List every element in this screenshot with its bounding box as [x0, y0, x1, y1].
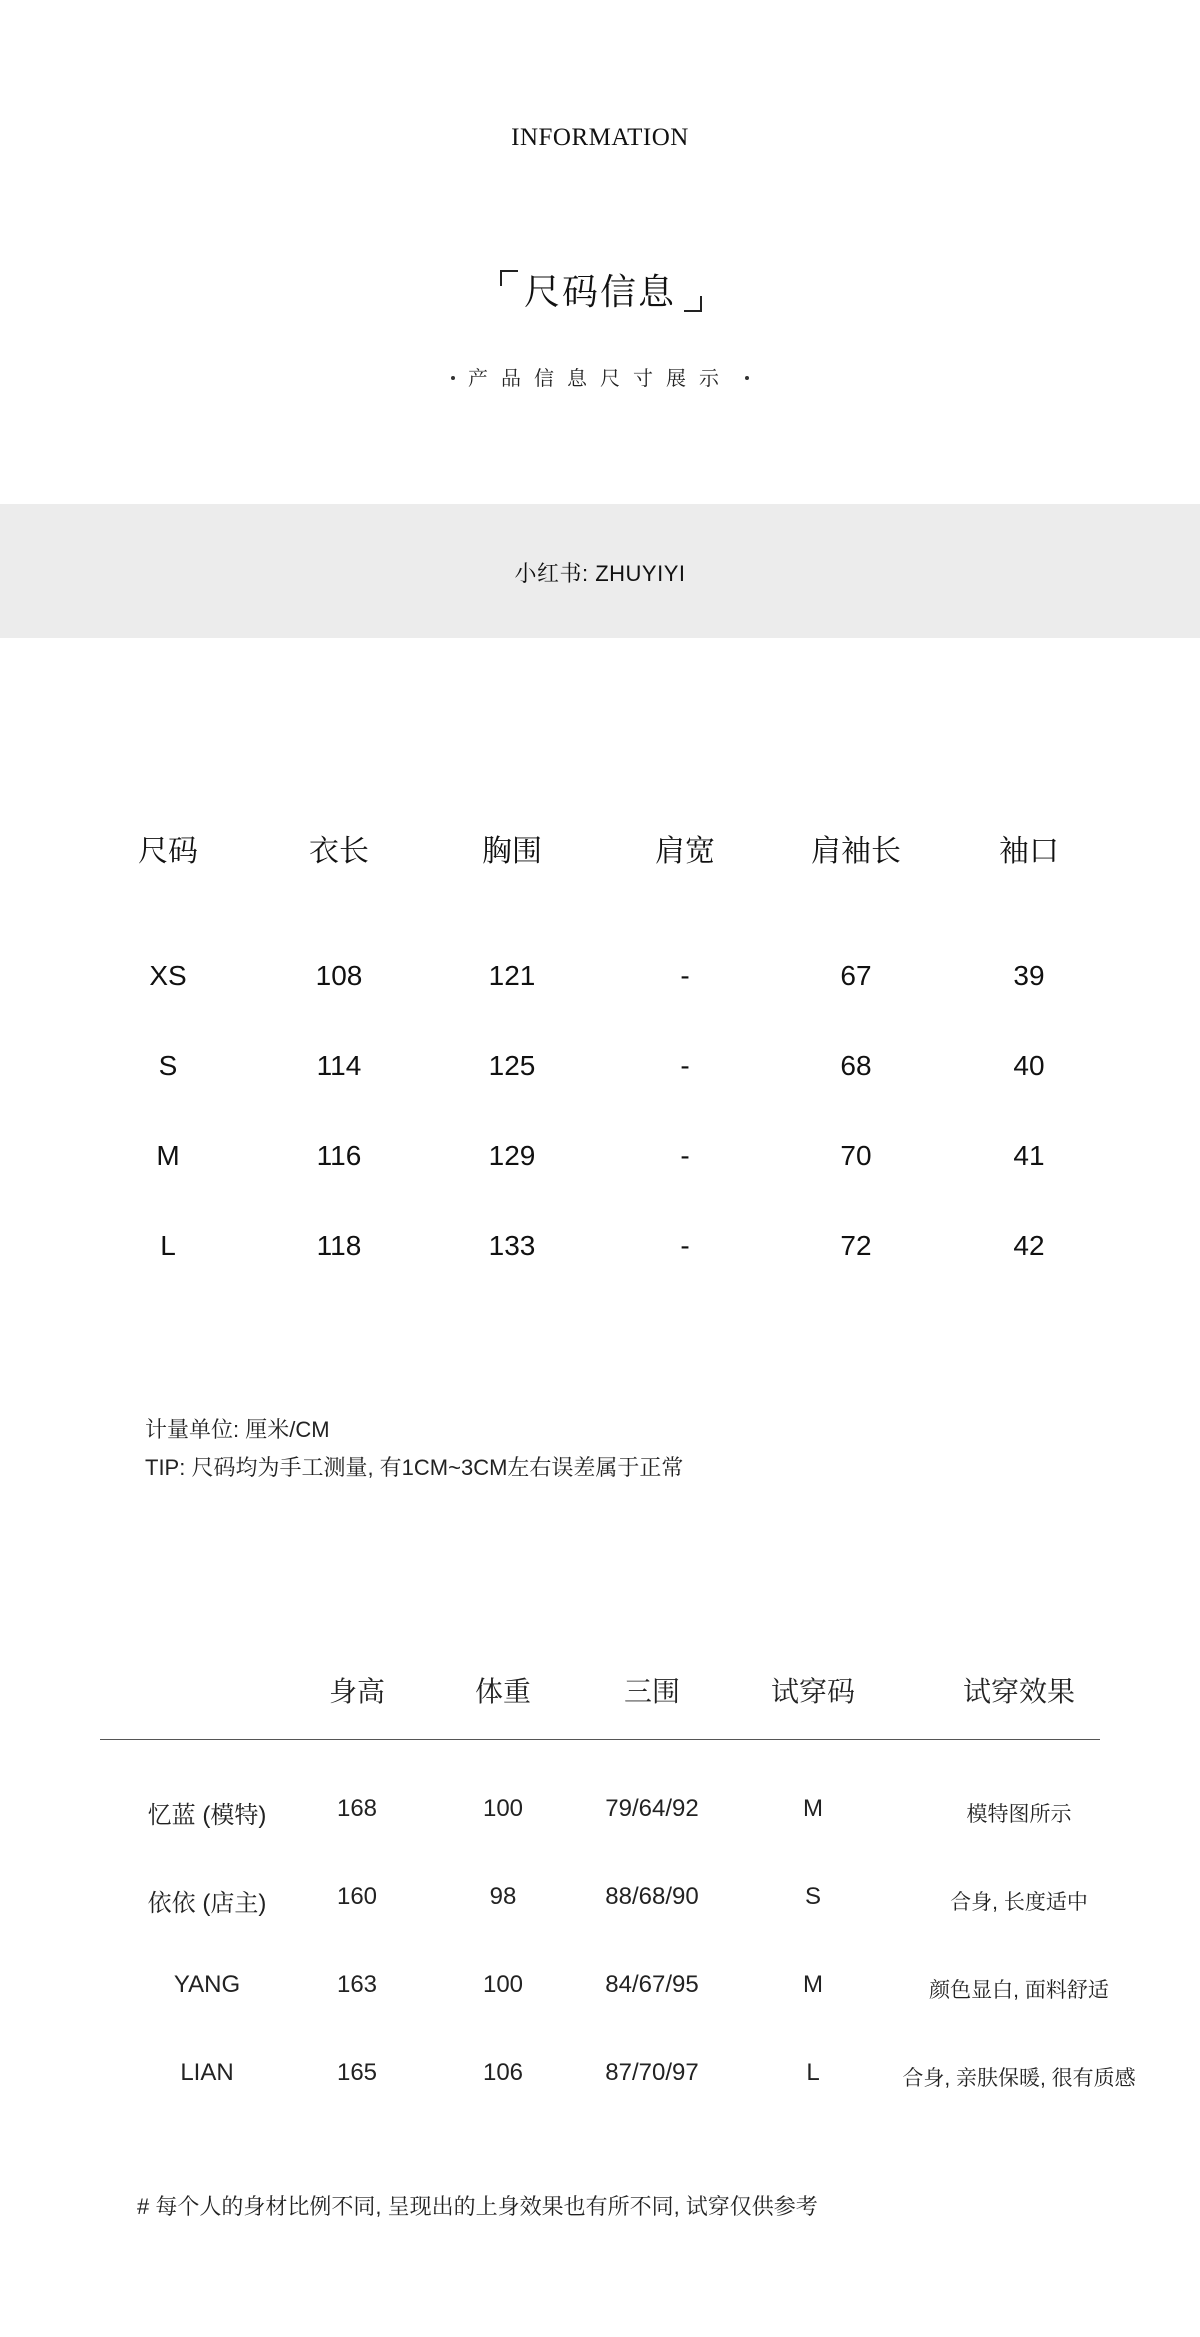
fit-cell-height: 163 [336, 1971, 378, 1998]
fit-cell-weight: 98 [489, 1883, 517, 1910]
fit-cell-measurements: 79/64/92 [605, 1795, 699, 1822]
page-title: 尺码信息 [523, 271, 676, 312]
size-cell-sleeve: 67 [840, 960, 872, 991]
fit-cell-name: LIAN [180, 2059, 234, 2086]
fit-cell-name: YANG [173, 1971, 241, 1998]
size-header-length: 衣长 [309, 835, 369, 868]
size-cell-length: 118 [316, 1230, 362, 1261]
fit-header-weight: 体重 [474, 1676, 532, 1707]
fit-cell-tried-size: M [803, 1971, 823, 1998]
size-cell-shoulder: - [680, 1230, 690, 1261]
fit-cell-effect: 颜色显白, 面料舒适 [929, 1979, 1109, 2002]
size-cell-cuff: 40 [1013, 1050, 1045, 1081]
fit-cell-tried-size: L [806, 2059, 820, 2086]
fit-cell-tried-size: M [803, 1795, 823, 1822]
fit-cell-effect: 模特图所示 [966, 1803, 1072, 1826]
fit-cell-name: 忆蓝 (模特) [147, 1802, 267, 1829]
size-cell-size: L [160, 1230, 176, 1261]
size-cell-sleeve: 68 [840, 1050, 872, 1081]
size-cell-cuff: 39 [1013, 960, 1045, 991]
tip-note: TIP: 尺码均为手工测量, 有1CM~3CM左右误差属于正常 [145, 1455, 684, 1480]
banner-text: 小红书: ZHUYIYI [514, 561, 686, 586]
size-cell-bust: 125 [488, 1050, 536, 1081]
fit-cell-effect: 合身, 亲肤保暖, 很有质感 [902, 2067, 1136, 2090]
fit-cell-measurements: 88/68/90 [605, 1883, 699, 1910]
size-cell-bust: 129 [488, 1140, 536, 1171]
size-cell-cuff: 42 [1013, 1230, 1045, 1261]
fit-cell-name: 依依 (店主) [147, 1890, 267, 1917]
size-cell-sleeve: 72 [840, 1230, 872, 1261]
fit-table-divider [100, 1739, 1100, 1740]
fit-cell-effect: 合身, 长度适中 [950, 1891, 1088, 1914]
size-header-bust: 胸围 [482, 835, 542, 868]
fit-cell-height: 160 [336, 1883, 378, 1910]
size-cell-shoulder: - [680, 1140, 690, 1171]
page-title-wrap [0, 262, 1200, 322]
fit-cell-measurements: 84/67/95 [605, 1971, 699, 1998]
size-header-size: 尺码 [138, 835, 198, 868]
size-header-shoulder: 肩宽 [655, 835, 715, 868]
fit-cell-measurements: 87/70/97 [605, 2059, 699, 2086]
page-subtitle: 产品信息尺寸展示 [468, 368, 732, 390]
unit-note: 计量单位: 厘米/CM [145, 1417, 330, 1442]
size-header-cuff: 袖口 [999, 835, 1059, 868]
size-cell-cuff: 41 [1013, 1140, 1045, 1171]
title-bracket-right [684, 296, 702, 312]
info-label: INFORMATION [511, 124, 689, 151]
size-cell-shoulder: - [680, 1050, 690, 1081]
fit-header-measurements: 三围 [623, 1676, 681, 1707]
fit-cell-height: 165 [336, 2059, 378, 2086]
size-cell-sleeve: 70 [840, 1140, 872, 1171]
fit-header-tried-size: 试穿码 [770, 1676, 856, 1707]
size-header-sleeve: 肩袖长 [811, 835, 901, 868]
size-cell-bust: 121 [488, 960, 536, 991]
size-cell-shoulder: - [680, 960, 690, 991]
size-cell-length: 108 [315, 960, 363, 991]
subtitle-dot-right [745, 376, 749, 380]
fit-header-height: 身高 [328, 1676, 386, 1707]
fit-cell-weight: 100 [482, 1795, 524, 1822]
fit-cell-tried-size: S [804, 1883, 822, 1910]
fit-header-effect: 试穿效果 [962, 1676, 1076, 1707]
size-cell-length: 114 [316, 1050, 362, 1081]
size-cell-size: XS [149, 960, 187, 991]
size-cell-size: S [158, 1050, 178, 1081]
size-cell-length: 116 [316, 1140, 362, 1171]
size-cell-bust: 133 [488, 1230, 536, 1261]
footer-note: # 每个人的身材比例不同, 呈现出的上身效果也有所不同, 试穿仅供参考 [137, 2194, 818, 2219]
fit-cell-height: 168 [336, 1795, 378, 1822]
fit-cell-weight: 106 [482, 2059, 524, 2086]
size-cell-size: M [156, 1140, 180, 1171]
fit-cell-weight: 100 [482, 1971, 524, 1998]
